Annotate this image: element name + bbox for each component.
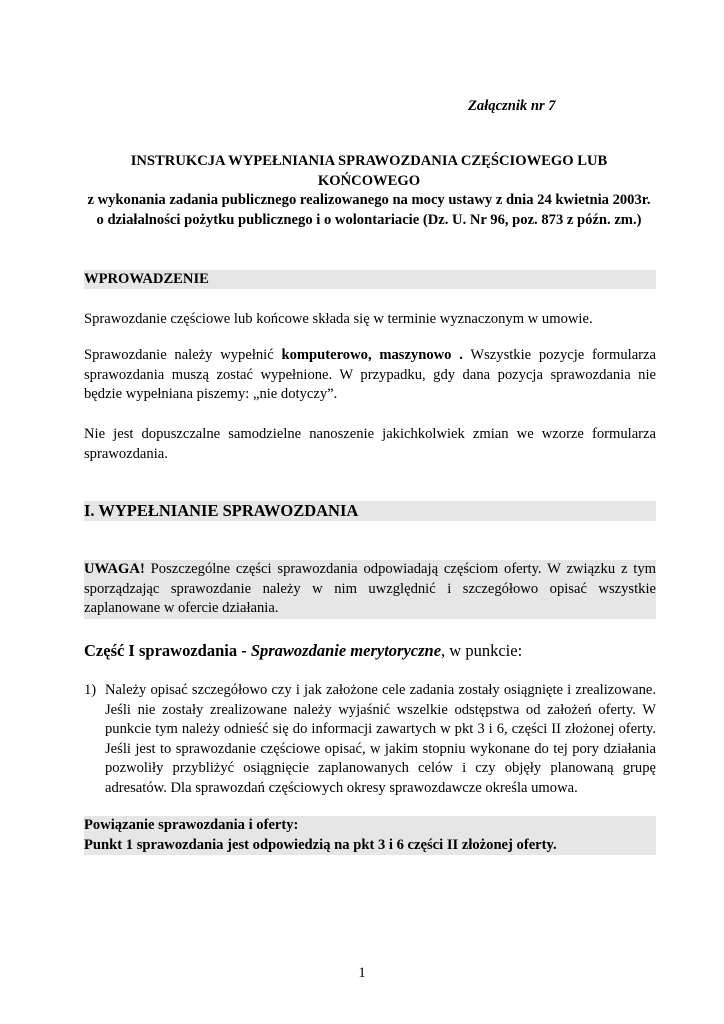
part-heading-italic: Sprawozdanie merytoryczne bbox=[250, 641, 442, 660]
part-heading bbox=[84, 640, 656, 661]
intro-p2-end: Wszystkie pozycje formularza sprawozdania muszą zostać wypełnione. W przypadku, gdy dana pozycja sprawozdania nie będzie wypełniana piszemy: „nie dotyczy”. bbox=[84, 347, 656, 402]
title-line-3: z wykonania zadania publicznego realizowanego na mocy ustawy z dnia 24 kwietnia 2003r. bbox=[87, 192, 651, 208]
warning-note bbox=[84, 560, 656, 619]
offer-link-line-2: Punkt 1 sprawozdania jest odpowiedzią na pkt 3 i 6 części II złożonej oferty. bbox=[84, 836, 557, 853]
page-number: 1 bbox=[358, 965, 366, 981]
part-heading-end: , w punkcie: bbox=[441, 641, 523, 660]
offer-link-line-1: Powiązanie sprawozdania i oferty: bbox=[84, 817, 299, 833]
offer-link-box bbox=[84, 816, 656, 855]
part-heading-bold: Część I sprawozdania - bbox=[84, 641, 251, 660]
annex-label: Załącznik nr 7 bbox=[468, 98, 556, 114]
intro-paragraph-2 bbox=[84, 346, 656, 405]
intro-paragraph-1: Sprawozdanie częściowe lub końcowe składa się w terminie wyznaczonym w umowie. bbox=[84, 311, 593, 327]
intro-p2-start: Sprawozdanie należy wypełnić bbox=[84, 347, 282, 363]
document-title bbox=[80, 152, 658, 230]
list-item-text: Należy opisać szczegółowo czy i jak założone cele zadania zostały osiągnięte i zrealizowane. Jeśli nie zostały zrealizowane należy wyjaśnić wszelkie odstępstwa od założeń oferty. W punkcie tym należy odnieść się do informacji zawartych w pkt 3 i 6, części II złożonej oferty. Jeśli jest to sprawozdanie częściowe opisać, w jakim stopniu wykonane do tej pory działania pozwoliły przybliżyć osiągnięcie zaplanowanych celów i czy objęły planowaną grupę adresatów. Dla sprawozdań częściowych okresy sprawozdawcze określa umowa. bbox=[105, 682, 656, 796]
intro-p2-bold: komputerowo, maszynowo . bbox=[281, 347, 463, 363]
title-line-1: INSTRUKCJA WYPEŁNIANIA SPRAWOZDANIA CZĘŚCIOWEGO LUB bbox=[130, 153, 608, 169]
intro-heading: WPROWADZENIE bbox=[84, 270, 656, 289]
intro-paragraph-3: Nie jest dopuszczalne samodzielne nanoszenie jakichkolwiek zmian we wzorze formularza sprawozdania. bbox=[84, 426, 656, 462]
title-line-4: o działalności pożytku publicznego i o wolontariacie (Dz. U. Nr 96, poz. 873 z późn. zm.) bbox=[96, 211, 642, 228]
title-line-2: KOŃCOWEGO bbox=[317, 172, 421, 189]
section1-heading: I. WYPEŁNIANIE SPRAWOZDANIA bbox=[84, 501, 656, 521]
warning-text: Poszczególne części sprawozdania odpowiadają częściom oferty. W związku z tym sporządzając sprawozdanie należy w nim uwzględnić i szczegółowo opisać wszystkie zaplanowane w ofercie działania. bbox=[84, 561, 656, 616]
list-item bbox=[84, 681, 656, 798]
warning-label: UWAGA! bbox=[84, 561, 145, 577]
list-item-number: 1) bbox=[84, 682, 97, 698]
